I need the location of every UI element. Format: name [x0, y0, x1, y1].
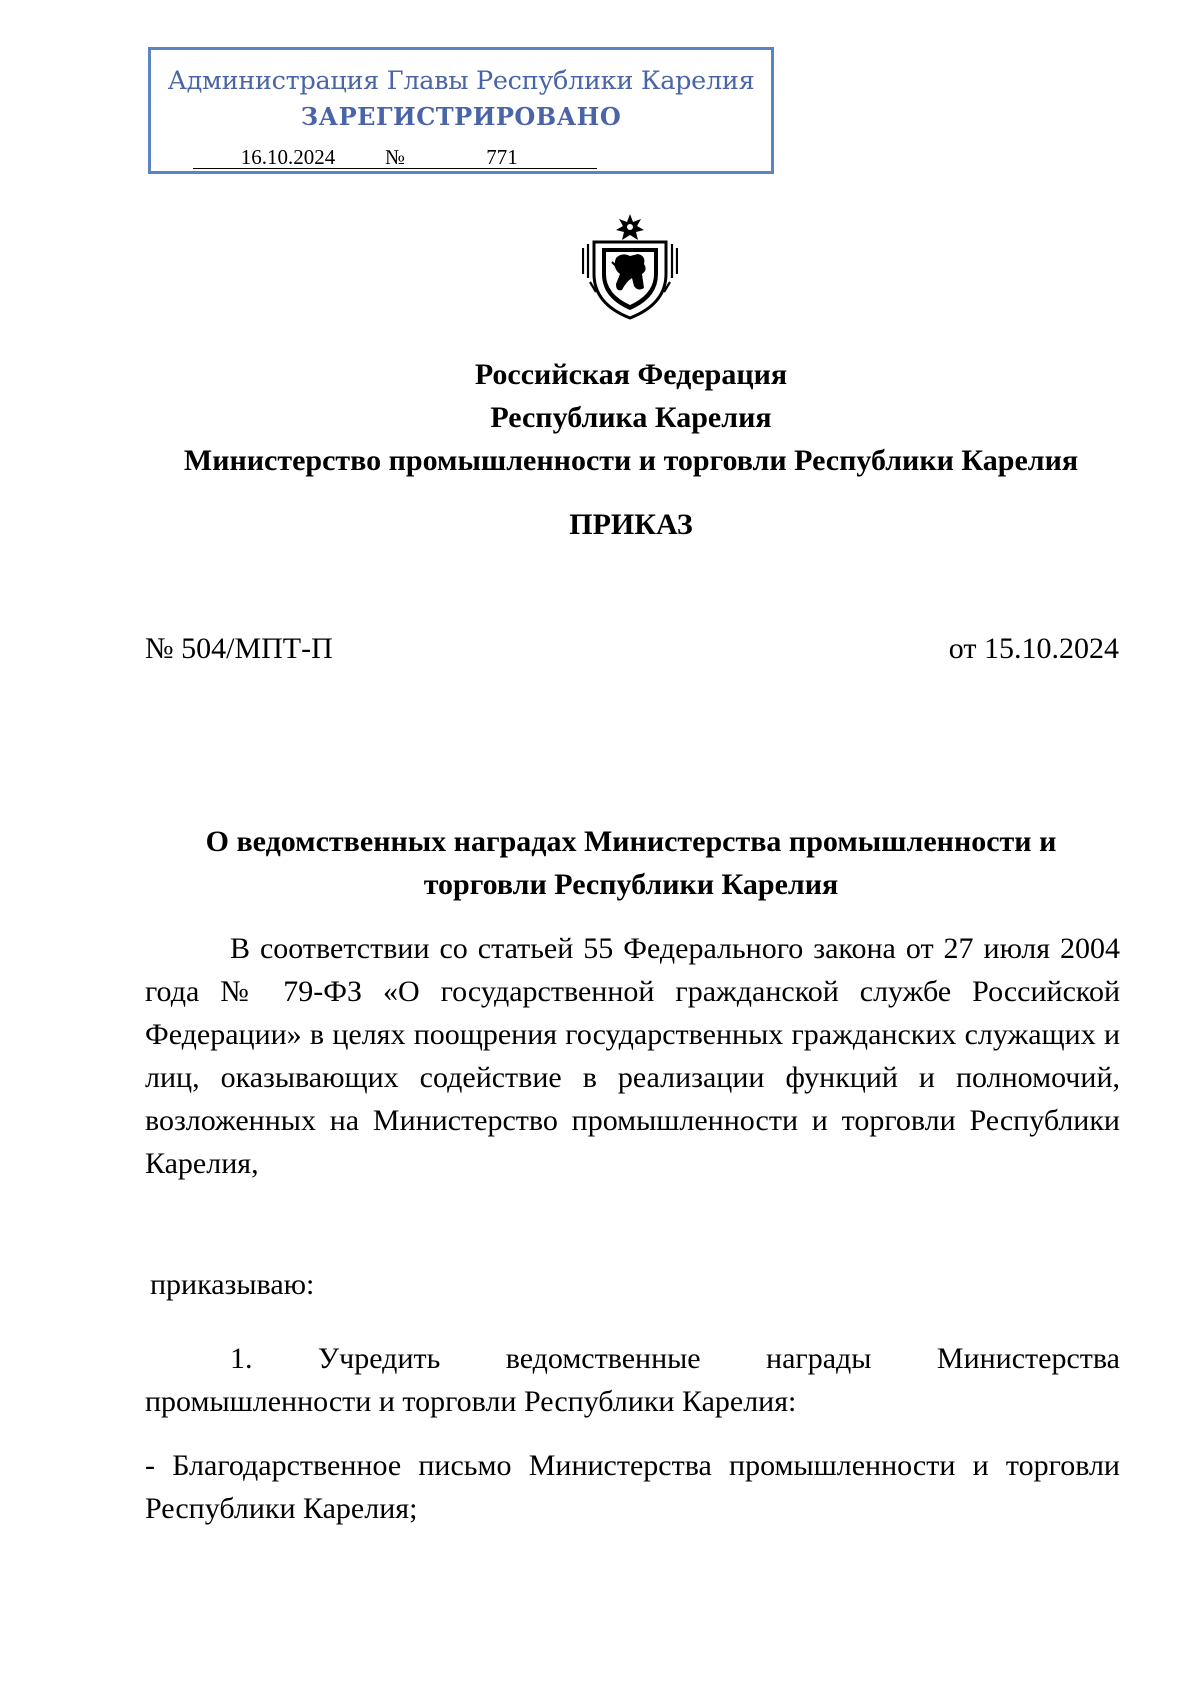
stamp-registration-line — [193, 145, 597, 170]
order-number: № 504/МПТ-П — [145, 632, 333, 665]
preamble-paragraph: В соответствии со статьей 55 Федерального закона от 27 июля 2004 года № 79-ФЗ «О государственной гражданской службе Российской Федерации» в целях поощрения государственных гражданских служащих и лиц, оказывающих содействие в реализации функций и полномочий, возложенных на Министерство промышленности и торговли Республики Карелия, — [145, 932, 1120, 1180]
registration-stamp — [148, 47, 774, 174]
item-1: 1. Учредить ведомственные награды Министерства промышленности и торговли Республики Карелия: — [145, 1342, 1120, 1418]
karelia-coat-of-arms-icon — [582, 212, 678, 322]
header-country: Российская Федерация — [474, 358, 788, 391]
order-word: приказываю: — [150, 1268, 315, 1301]
stamp-authority: Администрация Главы Республики Карелия — [167, 66, 755, 96]
stamp-number-sign: № — [384, 145, 406, 169]
title-line-1: О ведомственных наградах Министерства промышленности и — [205, 825, 1057, 858]
document-type: ПРИКАЗ — [569, 508, 693, 541]
title-line-2: торговли Республики Карелия — [423, 868, 839, 901]
stamp-status: ЗАРЕГИСТРИРОВАНО — [300, 102, 622, 131]
stamp-number: 771 — [407, 146, 597, 169]
stamp-date: 16.10.2024 — [193, 146, 383, 169]
item-1-subitem: - Благодарственное письмо Министерства промышленности и торговли Республики Карелия; — [145, 1449, 1120, 1525]
document-title — [150, 820, 1112, 906]
header-region: Республика Карелия — [490, 401, 772, 434]
order-date: от 15.10.2024 — [948, 632, 1119, 665]
header-ministry: Министерство промышленности и торговли Республики Карелия — [183, 444, 1079, 477]
